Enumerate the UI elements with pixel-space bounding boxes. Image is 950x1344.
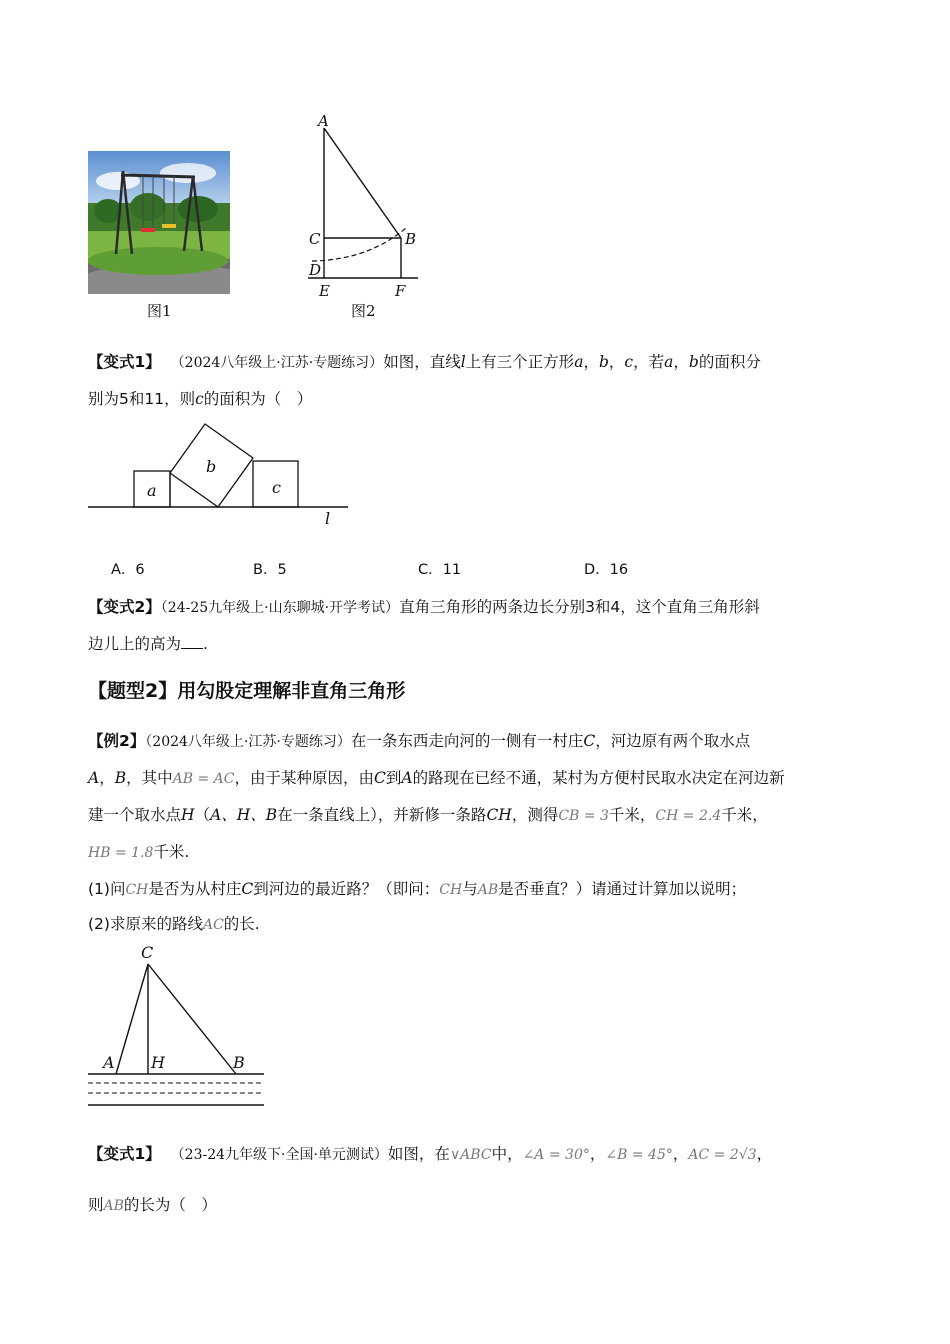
tri-label-A: A — [103, 1053, 115, 1072]
fig2-label-F: F — [395, 282, 406, 300]
example2-line3: 建一个取水点H（A、H、B在一条直线上），并新修一条路CH，测得CB = 3千米，CH = 2.4千米， — [88, 806, 768, 824]
example2-question1: (1)问CH是否为从村庄C到河边的最近路？（即问：CH与AB是否垂直？）请通过计算加以说明； — [88, 880, 747, 898]
tri-label-H: H — [151, 1053, 165, 1072]
variant1-source: （2024八年级上·江苏·专题练习） — [170, 355, 384, 371]
tri-label-B: B — [233, 1053, 245, 1072]
option-d[interactable]: D．16 — [584, 562, 629, 578]
figure-1-caption: 图1 — [147, 302, 172, 320]
variant2-line2: 边儿上的高为 . — [88, 635, 208, 653]
tri-label-C: C — [141, 943, 154, 962]
fig2-label-C: C — [309, 230, 321, 248]
line-label-l: l — [325, 509, 331, 528]
option-c[interactable]: C．11 — [418, 562, 462, 578]
variant1b-line1: 【变式1】 （23-24九年级下·全国·单元测试）如图，在∨ABC中，∠A = 30°，∠B = 45°，AC = 2√3， — [88, 1145, 773, 1163]
variant1b-line2: 则AB的长为（ ） — [88, 1196, 217, 1214]
example2-line2: A，B，其中AB = AC，由于某种原因，由C到A的路现在已经不通，某村为方便村民取水决定在河边新 — [88, 769, 785, 787]
example2-line4: HB = 1.8千米. — [88, 843, 190, 861]
example2-source: （2024八年级上·江苏·专题练习） — [145, 734, 351, 750]
fig2-label-E: E — [319, 282, 330, 300]
fig2-label-A: A — [318, 112, 329, 130]
variant1b-tag: 【变式1】 — [88, 1145, 161, 1163]
river-triangle-diagram — [86, 950, 276, 1115]
variant2-source: （24-25九年级上·山东聊城·开学考试） — [160, 600, 400, 616]
variant1b-source: （23-24九年级下·全国·单元测试） — [170, 1147, 388, 1163]
square-label-a: a — [147, 481, 157, 500]
option-b[interactable]: B．5 — [253, 562, 287, 578]
figure-2-caption: 图2 — [351, 302, 376, 320]
fig2-label-B: B — [405, 230, 417, 248]
variant1-tag: 【变式1】 — [88, 353, 161, 371]
example2-line1: 【例2】（2024八年级上·江苏·专题练习）在一条东西走向河的一侧有一村庄C，河边原有两个取水点 — [88, 732, 751, 750]
variant1-line2: 别为5和11，则c的面积为（ ） — [88, 390, 313, 408]
section-heading: 【题型2】用勾股定理解非直角三角形 — [88, 680, 406, 702]
fig2-label-D: D — [309, 261, 322, 279]
squares-diagram — [86, 418, 356, 533]
example2-question2: (2)求原来的路线AC的长. — [88, 915, 260, 933]
square-label-b: b — [206, 457, 217, 476]
answer-blank[interactable] — [181, 634, 203, 649]
variant2-tag: 【变式2】 — [88, 598, 161, 616]
variant1-line1: 【变式1】 （2024八年级上·江苏·专题练习）如图，直线l上有三个正方形a，b，c，若a，b的面积分 — [88, 353, 761, 371]
option-a[interactable]: A．6 — [111, 562, 145, 578]
square-label-c: c — [272, 478, 281, 497]
swing-photo — [88, 151, 230, 294]
example2-tag: 【例2】 — [88, 732, 146, 750]
variant2-line1: 【变式2】（24-25九年级上·山东聊城·开学考试）直角三角形的两条边长分别3和4，这个直角三角形斜 — [88, 598, 760, 616]
